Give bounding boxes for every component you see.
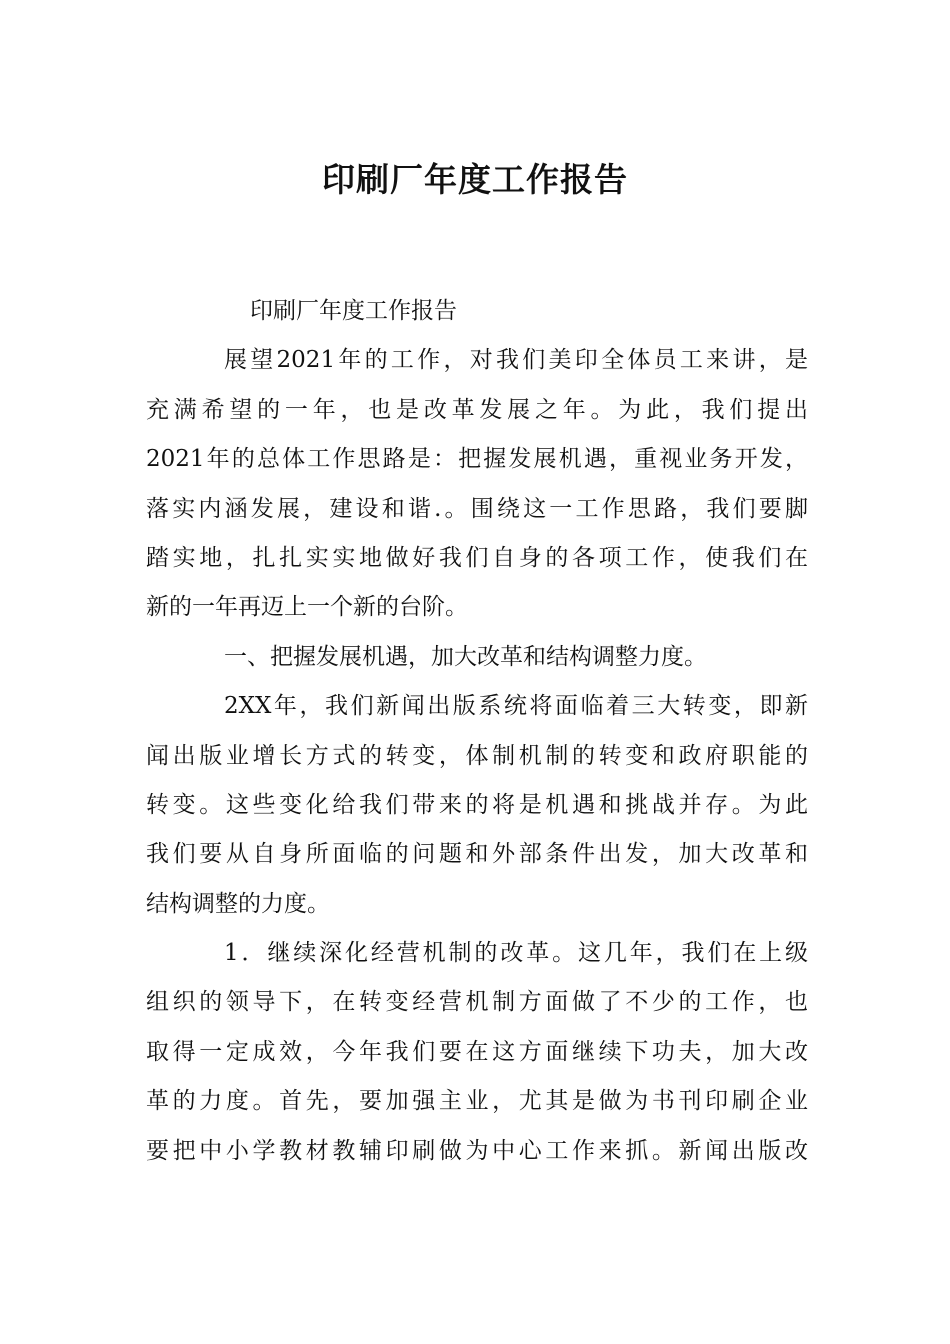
- paragraph-line: 取得一定成效，今年我们要在这方面继续下功夫，加大改: [146, 1038, 808, 1065]
- subtitle-line: 印刷厂年度工作报告: [250, 298, 457, 324]
- paragraph-line: 2021年的总体工作思路是：把握发展机遇，重视业务开发，: [146, 446, 808, 473]
- paragraph-line: 1．继续深化经营机制的改革。这几年，我们在上级: [224, 940, 808, 967]
- paragraph-line: 我们要从自身所面临的问题和外部条件出发，加大改革和: [146, 841, 808, 868]
- paragraph-line: 充满希望的一年，也是改革发展之年。为此，我们提出: [146, 396, 808, 423]
- paragraph-line: 结构调整的力度。: [146, 890, 330, 917]
- paragraph-line: 要把中小学教材教辅印刷做为中心工作来抓。新闻出版改: [146, 1137, 808, 1164]
- paragraph-reform: [146, 929, 808, 1176]
- section-heading-1: [146, 633, 808, 682]
- paragraph-line: 2XX年，我们新闻出版系统将面临着三大转变，即新: [224, 693, 808, 720]
- paragraph-line: 落实内涵发展，建设和谐.。围绕这一工作思路，我们要脚: [146, 495, 808, 522]
- document-subtitle: [146, 287, 808, 336]
- paragraph-outlook: [146, 336, 808, 632]
- paragraph-line: 展望2021年的工作，对我们美印全体员工来讲，是: [224, 347, 808, 374]
- paragraph-line: 新的一年再迈上一个新的台阶。: [146, 594, 468, 621]
- paragraph-line: 闻出版业增长方式的转变，体制机制的转变和政府职能的: [146, 742, 808, 769]
- paragraph-transformations: [146, 682, 808, 929]
- document-body: [146, 287, 808, 1176]
- section-heading-line: 一、把握发展机遇，加大改革和结构调整力度。: [224, 643, 707, 670]
- paragraph-line: 组织的领导下，在转变经营机制方面做了不少的工作，也: [146, 989, 808, 1016]
- document-title: 印刷厂年度工作报告: [322, 160, 628, 199]
- paragraph-line: 转变。这些变化给我们带来的将是机遇和挑战并存。为此: [146, 791, 808, 818]
- paragraph-line: 踏实地，扎扎实实地做好我们自身的各项工作，使我们在: [146, 544, 808, 571]
- paragraph-line: 革的力度。首先，要加强主业，尤其是做为书刊印刷企业: [146, 1088, 808, 1115]
